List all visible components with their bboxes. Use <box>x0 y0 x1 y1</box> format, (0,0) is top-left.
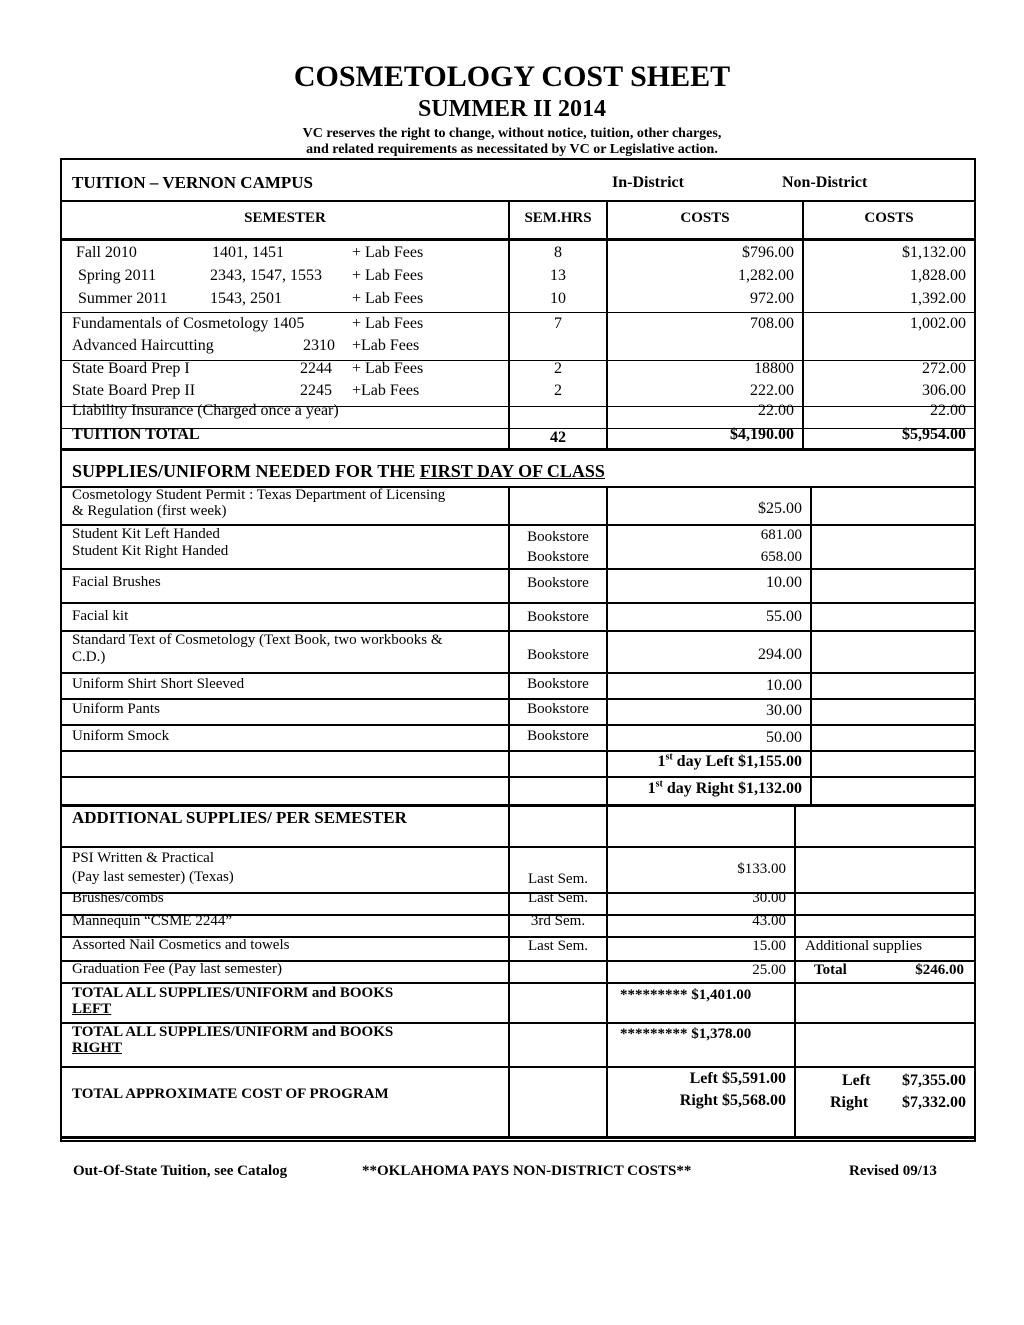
first-day-right-sup: st <box>655 778 663 790</box>
footer-oklahoma: **OKLAHOMA PAYS NON-DISTRICT COSTS** <box>362 1163 692 1179</box>
col-semhrs: SEM.HRS <box>524 210 592 226</box>
tuition-total-in: $4,190.00 <box>730 426 794 443</box>
tuition-row-hrs: 2 <box>554 360 562 377</box>
total-right-value: ********* $1,378.00 <box>620 1026 752 1042</box>
first-day-left-total <box>608 753 802 771</box>
rule <box>62 846 974 848</box>
graduation-cost: 25.00 <box>752 962 786 978</box>
program-non-right-value: $7,332.00 <box>902 1094 966 1111</box>
tuition-total-hrs: 42 <box>550 429 566 446</box>
tuition-row-name: Spring 2011 <box>78 267 157 284</box>
tuition-row-name: Fall 2010 <box>76 244 137 261</box>
permit-line-1: Cosmetology Student Permit : Texas Department of Licensing <box>72 487 446 503</box>
psi-line-2: (Pay last semester) (Texas) <box>72 869 234 885</box>
rule <box>794 806 796 1136</box>
tuition-row-non: 306.00 <box>922 382 966 399</box>
kit-left: Student Kit Left Handed <box>72 526 220 542</box>
first-day-right-text: day Right $1,132.00 <box>662 780 802 797</box>
textbook-line-1: Standard Text of Cosmetology (Text Book, two workbooks & <box>72 632 443 648</box>
psi-line-1: PSI Written & Practical <box>72 850 215 866</box>
tuition-row-hrs: 10 <box>550 290 566 307</box>
tuition-row-hrs: 13 <box>550 267 566 284</box>
rule <box>62 448 974 451</box>
additional-total-value: $246.00 <box>915 962 964 978</box>
mannequin: Mannequin “CSME 2244” <box>72 913 232 929</box>
tuition-row-in: 708.00 <box>750 315 794 332</box>
program-in-right: Right $5,568.00 <box>679 1092 786 1109</box>
facial-brushes-where: Bookstore <box>527 575 589 591</box>
additional-total-label: Total <box>814 962 847 978</box>
total-left-line-1: TOTAL ALL SUPPLIES/UNIFORM and BOOKS <box>72 985 394 1001</box>
tuition-heading: TUITION – VERNON CAMPUS <box>72 173 314 192</box>
first-day-left-num: 1 <box>657 753 666 770</box>
tuition-row-lab: +Lab Fees <box>352 337 420 354</box>
tuition-total-non: $5,954.00 <box>902 426 966 443</box>
uniform-shirt-cost: 10.00 <box>766 677 802 694</box>
rule <box>62 982 974 984</box>
total-left-line-2: LEFT <box>72 1001 112 1017</box>
tuition-row-in: 18800 <box>754 360 794 377</box>
notice-line-2: and related requirements as necessitated by VC or Legislative action. <box>306 142 718 157</box>
tuition-row-courses: 2245 <box>300 382 332 399</box>
tuition-row-name: Fundamentals of Cosmetology 1405 <box>72 315 305 332</box>
facial-kit-cost: 55.00 <box>766 608 802 625</box>
nail-when: Last Sem. <box>528 938 588 954</box>
first-day-left-sup: st <box>665 751 673 763</box>
brushes-combs: Brushes/combs <box>72 890 164 906</box>
tuition-row-courses: 1543, 2501 <box>210 290 282 307</box>
graduation-fee: Graduation Fee (Pay last semester) <box>72 961 282 977</box>
permit-line-2: & Regulation (first week) <box>72 503 227 519</box>
rule <box>62 672 974 674</box>
textbook-cost: 294.00 <box>758 646 802 663</box>
tuition-row-non: 1,828.00 <box>910 267 966 284</box>
non-district-label: Non-District <box>782 174 868 191</box>
psi-cost: $133.00 <box>737 861 786 877</box>
rule <box>62 1066 974 1068</box>
tuition-row-in: 1,282.00 <box>738 267 794 284</box>
tuition-row-in: 222.00 <box>750 382 794 399</box>
tuition-row-courses: 2244 <box>300 360 332 377</box>
mannequin-cost: 43.00 <box>752 913 786 929</box>
uniform-pants-where: Bookstore <box>527 701 589 717</box>
footer-revised: Revised 09/13 <box>849 1163 937 1179</box>
kit-right-where: Bookstore <box>527 549 589 565</box>
tuition-row-lab: +Lab Fees <box>352 382 420 399</box>
tuition-row-in: 22.00 <box>758 402 794 419</box>
total-right-line-2: RIGHT <box>72 1040 123 1056</box>
rule <box>62 312 974 313</box>
kit-right-cost: 658.00 <box>760 549 802 565</box>
first-day-right-total <box>608 780 802 798</box>
total-right-line-1: TOTAL ALL SUPPLIES/UNIFORM and BOOKS <box>72 1024 394 1040</box>
tuition-row-hrs: 2 <box>554 382 562 399</box>
rule <box>62 238 974 241</box>
tuition-total-label: TUITION TOTAL <box>72 426 200 443</box>
facial-brushes-cost: 10.00 <box>766 574 802 591</box>
nail-cost: 15.00 <box>752 938 786 954</box>
uniform-shirt: Uniform Shirt Short Sleeved <box>72 676 245 692</box>
col-semester: SEMESTER <box>244 210 326 226</box>
tuition-row-non: 1,392.00 <box>910 290 966 307</box>
kit-left-cost: 681.00 <box>760 527 802 543</box>
tuition-row-name: State Board Prep II <box>72 382 196 399</box>
tuition-row-in: 972.00 <box>750 290 794 307</box>
total-left-value: ********* $1,401.00 <box>620 987 752 1003</box>
rule <box>62 804 974 807</box>
kit-left-where: Bookstore <box>527 529 589 545</box>
program-non-left-label: Left <box>842 1072 871 1089</box>
facial-brushes: Facial Brushes <box>72 574 161 590</box>
tuition-row-hrs: 8 <box>554 244 562 261</box>
uniform-pants-cost: 30.00 <box>766 702 802 719</box>
supplies-heading-text: SUPPLIES/UNIFORM NEEDED FOR THE <box>72 461 420 481</box>
in-district-label: In-District <box>612 174 684 191</box>
rule <box>508 806 510 1136</box>
first-day-right-num: 1 <box>647 780 656 797</box>
mannequin-when: 3rd Sem. <box>530 913 586 929</box>
facial-kit: Facial kit <box>72 608 129 624</box>
rule <box>62 724 974 726</box>
permit-cost: $25.00 <box>758 500 802 517</box>
supplies-heading-underlined: FIRST DAY OF CLASS <box>419 461 605 481</box>
program-non-right-label: Right <box>830 1094 869 1111</box>
tuition-row-lab: + Lab Fees <box>352 290 424 307</box>
textbook-where: Bookstore <box>527 647 589 663</box>
uniform-smock-cost: 50.00 <box>766 729 802 746</box>
tuition-row-lab: + Lab Fees <box>352 315 424 332</box>
tuition-row-non: $1,132.00 <box>902 244 966 261</box>
program-total-label: TOTAL APPROXIMATE COST OF PROGRAM <box>72 1086 389 1102</box>
tuition-row-courses: 2343, 1547, 1553 <box>210 267 322 284</box>
tuition-row-non: 22.00 <box>930 402 966 419</box>
kit-right: Student Kit Right Handed <box>72 543 229 559</box>
rule <box>62 200 974 202</box>
first-day-left-text: day Left $1,155.00 <box>672 753 802 770</box>
col-costs-non-district: COSTS <box>864 210 914 226</box>
rule <box>62 1136 974 1139</box>
rule <box>62 568 974 570</box>
col-costs-in-district: COSTS <box>680 210 730 226</box>
footer-out-of-state: Out-Of-State Tuition, see Catalog <box>73 1163 288 1179</box>
tuition-row-lab: + Lab Fees <box>352 244 424 261</box>
document-title: COSMETOLOGY COST SHEET <box>293 60 731 93</box>
tuition-row-courses: 1401, 1451 <box>212 244 284 261</box>
uniform-shirt-where: Bookstore <box>527 676 589 692</box>
document-subtitle: SUMMER II 2014 <box>417 96 606 122</box>
tuition-row-non: 272.00 <box>922 360 966 377</box>
rule <box>62 776 974 778</box>
additional-heading: ADDITIONAL SUPPLIES/ PER SEMESTER <box>72 808 407 827</box>
brushes-cost: 30.00 <box>752 890 786 906</box>
program-in-left: Left $5,591.00 <box>689 1070 786 1087</box>
additional-supplies-label: Additional supplies <box>805 938 923 954</box>
uniform-pants: Uniform Pants <box>72 701 160 717</box>
tuition-row-lab: + Lab Fees <box>352 360 424 377</box>
uniform-smock: Uniform Smock <box>72 728 170 744</box>
tuition-row-in: $796.00 <box>742 244 794 261</box>
rule <box>810 486 812 806</box>
uniform-smock-where: Bookstore <box>527 728 589 744</box>
tuition-row-name: Liability Insurance (Charged once a year) <box>72 402 339 419</box>
cost-sheet-table <box>60 158 976 1142</box>
rule <box>62 602 974 604</box>
psi-when: Last Sem. <box>528 871 588 887</box>
notice-line-1: VC reserves the right to change, without notice, tuition, other charges, <box>302 126 722 141</box>
textbook-line-2: C.D.) <box>72 649 106 665</box>
brushes-when: Last Sem. <box>528 890 588 906</box>
tuition-row-name: Summer 2011 <box>78 290 168 307</box>
tuition-row-non: 1,002.00 <box>910 315 966 332</box>
facial-kit-where: Bookstore <box>527 609 589 625</box>
program-non-left-value: $7,355.00 <box>902 1072 966 1089</box>
rule <box>62 750 974 752</box>
nail-cosmetics: Assorted Nail Cosmetics and towels <box>72 937 290 953</box>
supplies-heading <box>72 461 605 481</box>
tuition-row-name: State Board Prep I <box>72 360 190 377</box>
tuition-row-name: Advanced Haircutting <box>72 337 214 354</box>
tuition-row-lab: + Lab Fees <box>352 267 424 284</box>
tuition-row-courses: 2310 <box>303 337 335 354</box>
tuition-row-hrs: 7 <box>554 315 562 332</box>
